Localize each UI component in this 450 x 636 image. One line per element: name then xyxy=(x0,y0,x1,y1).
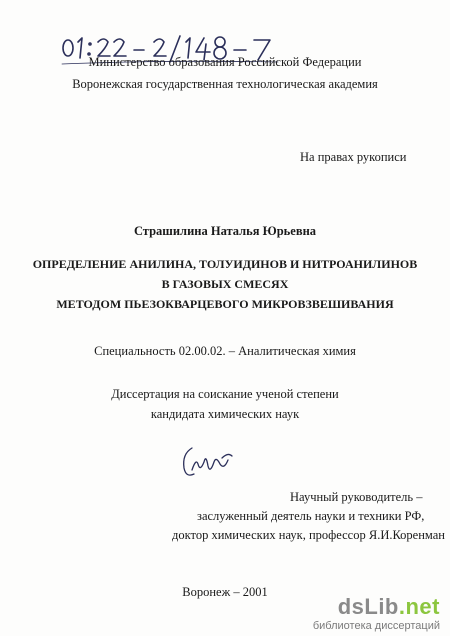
dslib-watermark-logo xyxy=(313,596,440,632)
title-line-2: В ГАЗОВЫХ СМЕСЯХ xyxy=(161,277,289,291)
city-year: Воронеж – 2001 xyxy=(182,585,268,599)
handwritten-signature xyxy=(178,440,238,485)
supervisor-line-2: заслуженный деятель науки и техники РФ, xyxy=(197,509,425,523)
specialty: Специальность 02.00.02. – Аналитическая химия xyxy=(94,344,356,358)
dissertation-line-1: Диссертация на соискание ученой степени xyxy=(111,387,339,401)
academy-name: Воронежская государственная технологическая академия xyxy=(72,77,378,91)
title-line-1: ОПРЕДЕЛЕНИЕ АНИЛИНА, ТОЛУИДИНОВ И НИТРОАНИЛИНОВ xyxy=(32,257,418,271)
author-name: Страшилина Наталья Юрьевна xyxy=(133,224,317,238)
logo-brand: dsLib.net xyxy=(337,594,440,619)
manuscript-rights: На правах рукописи xyxy=(300,150,407,164)
title-line-3: МЕТОДОМ ПЬЕЗОКВАРЦЕВОГО МИКРОВЗВЕШИВАНИЯ xyxy=(56,297,394,311)
supervisor-line-1: Научный руководитель – xyxy=(290,490,423,504)
supervisor-line-3: доктор химических наук, профессор Я.И.Коренман xyxy=(172,528,445,542)
dissertation-line-2: кандидата химических наук xyxy=(150,407,300,421)
logo-subtitle: библиотека диссертаций xyxy=(312,620,440,632)
ministry-name: Министерство образования Российской Федерации xyxy=(88,55,362,69)
